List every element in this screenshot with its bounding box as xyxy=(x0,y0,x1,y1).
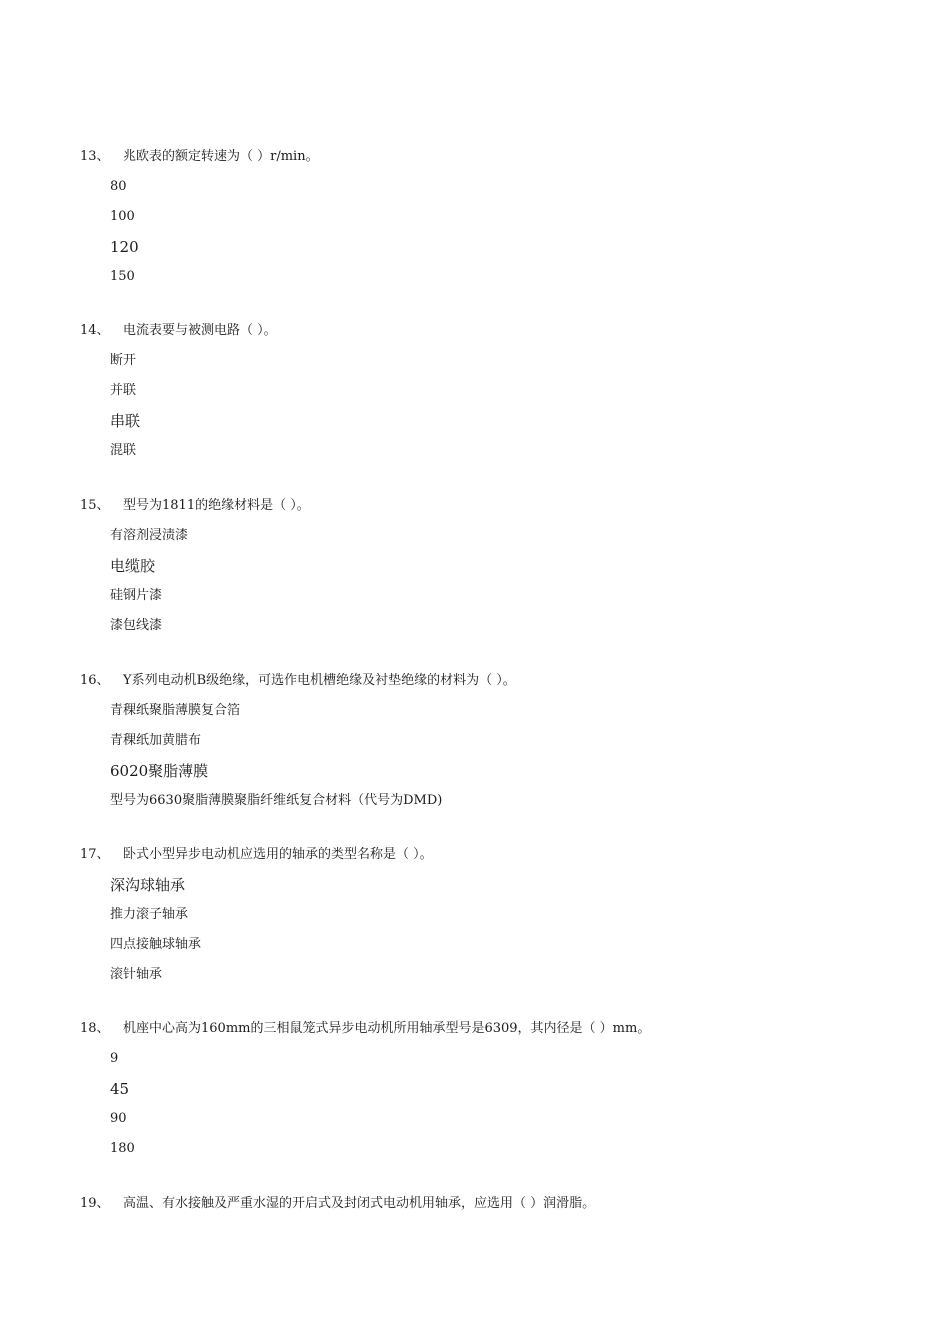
option-c: 120 xyxy=(110,238,139,256)
question-number: 17、 xyxy=(80,847,110,862)
option-b: 推力滚子轴承 xyxy=(110,907,189,922)
question-number: 13、 xyxy=(80,149,110,164)
option-b: 并联 xyxy=(110,383,137,398)
question-stem xyxy=(80,147,920,167)
question-stem xyxy=(80,845,920,865)
option-b: 100 xyxy=(110,209,135,224)
question-text: 兆欧表的额定转速为（ ）r/min。 xyxy=(123,149,319,164)
question-13 xyxy=(80,147,920,297)
question-number: 14、 xyxy=(80,323,110,338)
question-stem xyxy=(80,1194,920,1214)
option-d: 型号为6630聚脂薄膜聚脂纤维纸复合材料（代号为DMD) xyxy=(110,793,443,808)
option-list xyxy=(80,177,920,297)
question-number: 16、 xyxy=(80,673,110,688)
question-number: 15、 xyxy=(80,498,110,513)
question-19 xyxy=(80,1194,920,1214)
question-text: 高温、有水接触及严重水湿的开启式及封闭式电动机用轴承，应选用（ ）润滑脂。 xyxy=(123,1196,596,1211)
question-number: 18、 xyxy=(80,1021,110,1036)
option-c: 90 xyxy=(110,1111,127,1126)
option-d: 180 xyxy=(110,1141,135,1156)
option-c: 6020聚脂薄膜 xyxy=(110,762,209,780)
option-c: 硅钢片漆 xyxy=(110,588,163,603)
option-c: 四点接触球轴承 xyxy=(110,937,202,952)
option-a: 深沟球轴承 xyxy=(110,876,186,894)
question-18 xyxy=(80,1019,920,1169)
option-b: 电缆胶 xyxy=(110,557,156,575)
option-a: 80 xyxy=(110,179,127,194)
option-b: 45 xyxy=(110,1080,130,1098)
question-15 xyxy=(80,496,920,646)
question-stem xyxy=(80,1019,920,1039)
option-list xyxy=(80,1049,920,1169)
question-16 xyxy=(80,671,920,821)
question-text: 卧式小型异步电动机应选用的轴承的类型名称是（ ）。 xyxy=(123,847,433,862)
option-list xyxy=(80,701,920,821)
option-a: 有溶剂浸渍漆 xyxy=(110,528,189,543)
question-text: Y系列电动机B级绝缘，可选作电机槽绝缘及衬垫绝缘的材料为（ ）。 xyxy=(123,673,516,688)
question-text: 型号为1811的绝缘材料是（ ）。 xyxy=(123,498,310,513)
question-stem xyxy=(80,671,920,691)
question-text: 机座中心高为160mm的三相鼠笼式异步电动机所用轴承型号是6309，其内径是（ ）mm。 xyxy=(123,1021,651,1036)
question-number: 19、 xyxy=(80,1196,110,1211)
option-c: 串联 xyxy=(110,412,141,430)
option-a: 青稞纸聚脂薄膜复合箔 xyxy=(110,703,241,718)
option-d: 混联 xyxy=(110,443,137,458)
option-list xyxy=(80,351,920,471)
option-list xyxy=(80,526,920,646)
option-b: 青稞纸加黄腊布 xyxy=(110,733,202,748)
question-14 xyxy=(80,321,920,471)
question-stem xyxy=(80,321,920,341)
option-a: 9 xyxy=(110,1051,119,1066)
option-a: 断开 xyxy=(110,353,137,368)
question-stem xyxy=(80,496,920,516)
option-d: 滚针轴承 xyxy=(110,967,163,982)
question-17 xyxy=(80,845,920,995)
option-d: 150 xyxy=(110,269,135,284)
option-list xyxy=(80,875,920,995)
option-d: 漆包线漆 xyxy=(110,618,163,633)
question-text: 电流表要与被测电路（ ）。 xyxy=(123,323,277,338)
